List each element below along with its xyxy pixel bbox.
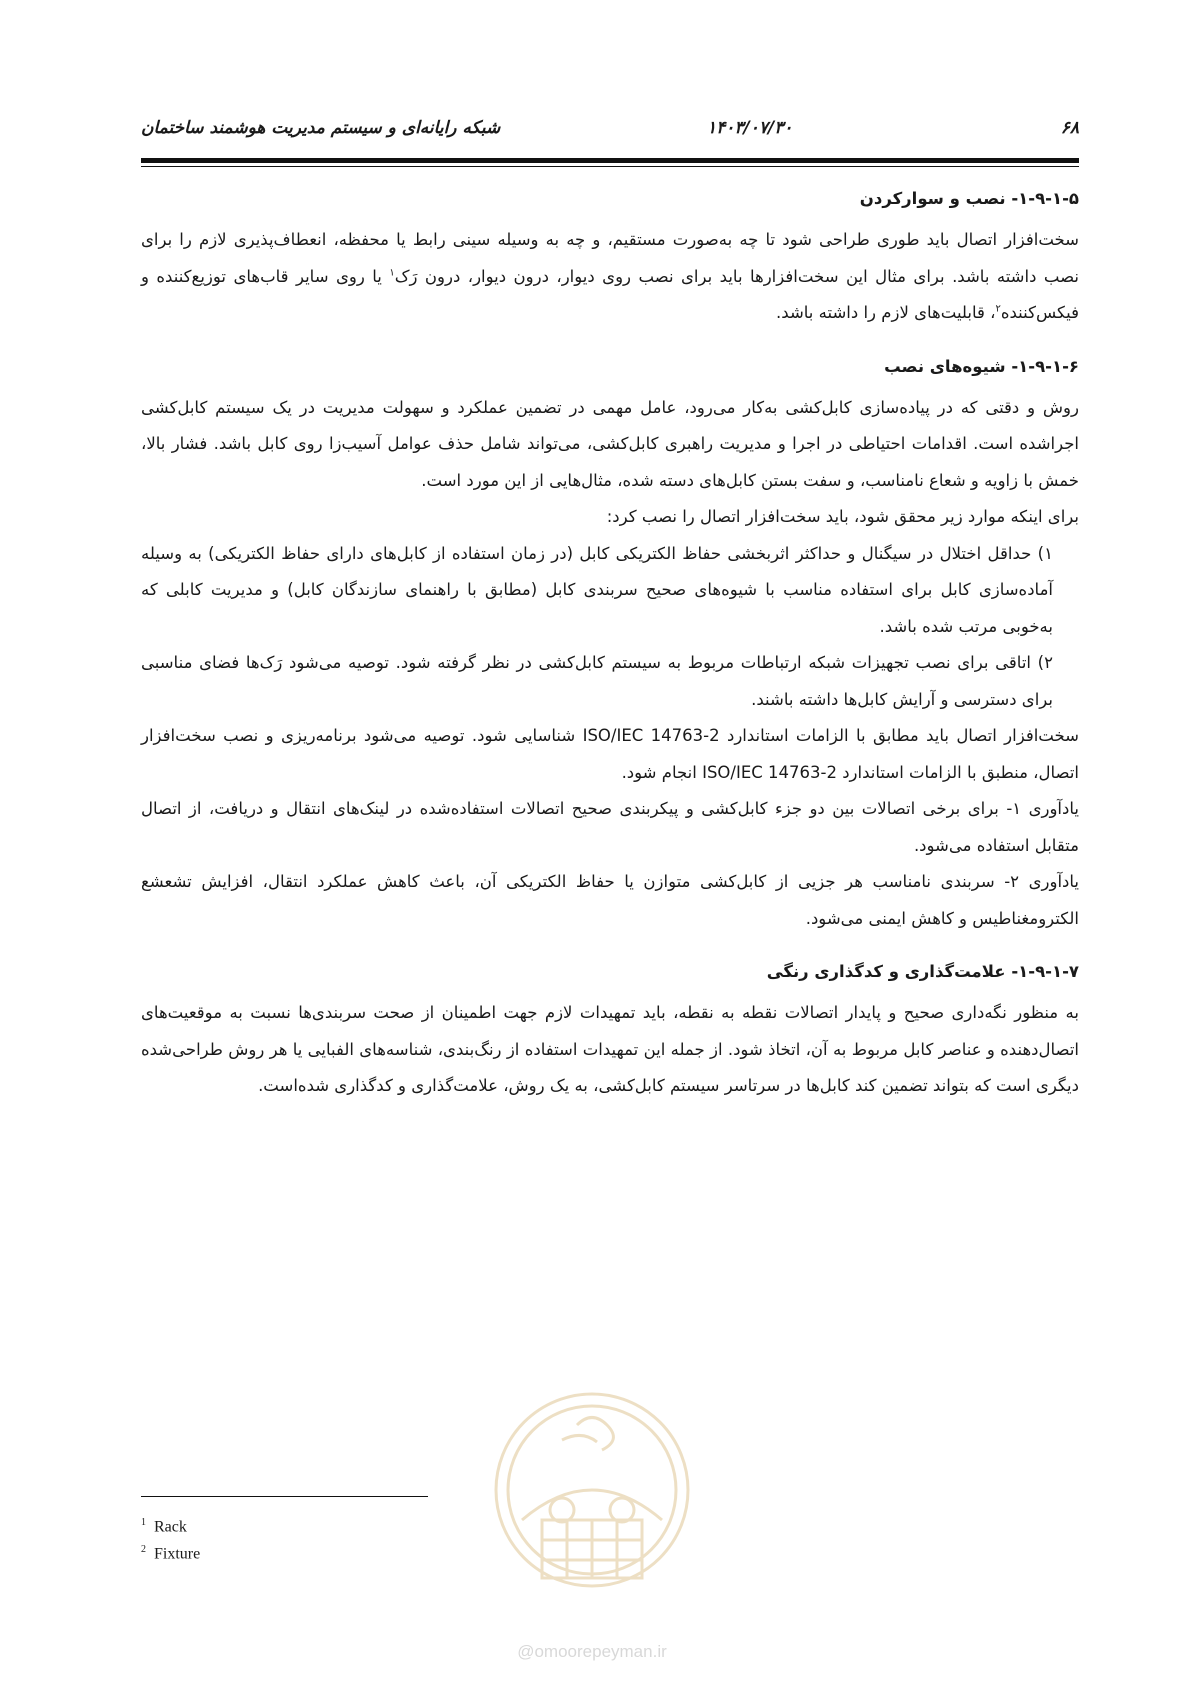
section-title: نصب و سوارکردن bbox=[859, 189, 1006, 208]
footnote-1 bbox=[141, 1511, 441, 1538]
section-heading-color-coding: ۱-۹-۱-۷- علامت‌گذاری و کدگذاری رنگی bbox=[141, 955, 1079, 989]
paragraph: برای اینکه موارد زیر محقق شود، باید سخت‌افزار اتصال را نصب کرد: bbox=[606, 507, 1079, 526]
watermark-seal bbox=[482, 1370, 702, 1670]
footnotes bbox=[141, 1496, 441, 1566]
paragraph-text: ، قابلیت‌های لازم را داشته باشد. bbox=[776, 303, 996, 322]
section-number: ۱-۹-۱-۵ bbox=[1018, 189, 1079, 208]
header-date: ۱۴۰۳/۰۷/۳۰ bbox=[707, 118, 793, 138]
section-number: ۱-۹-۱-۷ bbox=[1018, 962, 1079, 981]
section-heading-install-methods: ۱-۹-۱-۶- شیوه‌های نصب bbox=[141, 350, 1079, 384]
footnote-text: Rack bbox=[154, 1518, 187, 1536]
paragraph-text: یا روی سایر قاب‌های توزیع‌کننده و فیکس‌کننده bbox=[141, 266, 1079, 322]
note: یادآوری ۱- برای برخی اتصالات بین دو جزء کابل‌کشی و پیکربندی صحیح اتصالات استفاده‌شده در لینک‌های انتقال و دریافت، از اتصال متقابل استفاده می‌شود. bbox=[141, 799, 1079, 855]
paragraph bbox=[141, 222, 1079, 332]
book-title: شبکه رایانه‌ای و سیستم مدیریت هوشمند ساختمان bbox=[141, 118, 501, 138]
list-item: ۲) اتاقی برای نصب تجهیزات شبکه ارتباطات مربوط به سیستم کابل‌کشی در نظر گرفته شود. توصیه می‌شود رَک‌ها فضای مناسبی برای دسترسی و آرایش کابل‌ها داشته باشند. bbox=[141, 653, 1053, 709]
footnote-ref-2[interactable]: ۲ bbox=[995, 303, 1001, 315]
header-rule-thick bbox=[141, 158, 1079, 163]
section-title: علامت‌گذاری و کدگذاری رنگی bbox=[766, 962, 1006, 981]
watermark-site: @omoorepeyman.ir bbox=[517, 1642, 667, 1661]
section-number: ۱-۹-۱-۶ bbox=[1018, 356, 1079, 376]
section-title: شیوه‌های نصب bbox=[884, 356, 1006, 376]
paragraph: روش و دقتی که در پیاده‌سازی کابل‌کشی به‌کار می‌رود، عامل مهمی در تضمین عملکرد و سهولت مدیریت در یک سیستم کابل‌کشی اجراشده است. اقدامات احتیاطی در اجرا و مدیریت راهبری کابل‌کشی، می‌تواند شامل حذف عوامل آسیب‌زا روی کابل باشد. فشار بالا، خمش با زاویه و شعاع نامناسب، و سفت بستن کابل‌های دسته شده، مثال‌هایی از این مورد است. bbox=[141, 397, 1079, 490]
footnote-text: Fixture bbox=[154, 1545, 201, 1563]
header-rule-thin bbox=[141, 166, 1079, 167]
list-item: ۱) حداقل اختلال در سیگنال و حداکثر اثربخشی حفاظ الکتریکی کابل (در زمان استفاده از کابل‌های دارای حفاظ الکتریکی) به وسیله آماده‌سازی کابل برای استفاده مناسب با شیوه‌های صحیح سربندی کابل (مطابق با راهنمای سازندگان کابل) و مدیریت کابلی که به‌خوبی مرتب شده باشد. bbox=[141, 543, 1053, 636]
note: یادآوری ۲- سربندی نامناسب هر جزیی از کابل‌کشی متوازن یا حفاظ الکتریکی آن، باعث کاهش عملکرد انتقال، افزایش تشعشع الکترومغناطیس و کاهش ایمنی می‌شود. bbox=[141, 872, 1079, 928]
paragraph: سخت‌افزار اتصال باید مطابق با الزامات استاندارد ISO/IEC 14763-2 شناسایی شود. توصیه می‌شود برنامه‌ریزی و نصب سخت‌افزار اتصال، منطبق با الزامات استاندارد ISO/IEC 14763-2 انجام شود. bbox=[141, 726, 1079, 782]
section-heading-mounting: ۱-۹-۱-۵- نصب و سوارکردن bbox=[141, 182, 1079, 216]
footnote-ref-1[interactable]: ۱ bbox=[389, 267, 395, 278]
paragraph: به منظور نگه‌داری صحیح و پایدار اتصالات نقطه به نقطه، باید تمهیدات لازم جهت اطمینان از صحت سربندی‌ها نسبت به موقعیت‌های اتصال‌دهنده و عناصر کابل مربوط به آن، اتخاذ شود. از جمله این تمهیدات استفاده از رنگ‌بندی، شناسه‌های الفبایی یا هر روش طراحی‌شده دیگری است که بتواند تضمین کند کابل‌ها در سرتاسر سیستم کابل‌کشی، به یک روش، علامت‌گذاری و کدگذاری شده‌است. bbox=[141, 1003, 1079, 1095]
seal-emblem-icon bbox=[482, 1370, 702, 1640]
footnote-rule bbox=[141, 1496, 428, 1497]
footnote-mark: 1 bbox=[141, 1517, 146, 1528]
footnote-2 bbox=[141, 1538, 441, 1565]
page-body bbox=[141, 182, 1079, 1105]
footnote-mark: 2 bbox=[141, 1544, 146, 1556]
page-number: ۶۸ bbox=[1060, 118, 1079, 138]
running-header bbox=[141, 118, 1079, 148]
paragraph-text: سخت‌افزار اتصال باید طوری طراحی شود تا چه به‌صورت مستقیم، و چه به وسیله سینی رابط یا محفظه، انعطاف‌پذیری لازم را برای نصب داشته باشد. برای مثال این سخت‌افزارها باید برای نصب روی دیوار، درون دیوار، درون رَک bbox=[141, 230, 1079, 286]
